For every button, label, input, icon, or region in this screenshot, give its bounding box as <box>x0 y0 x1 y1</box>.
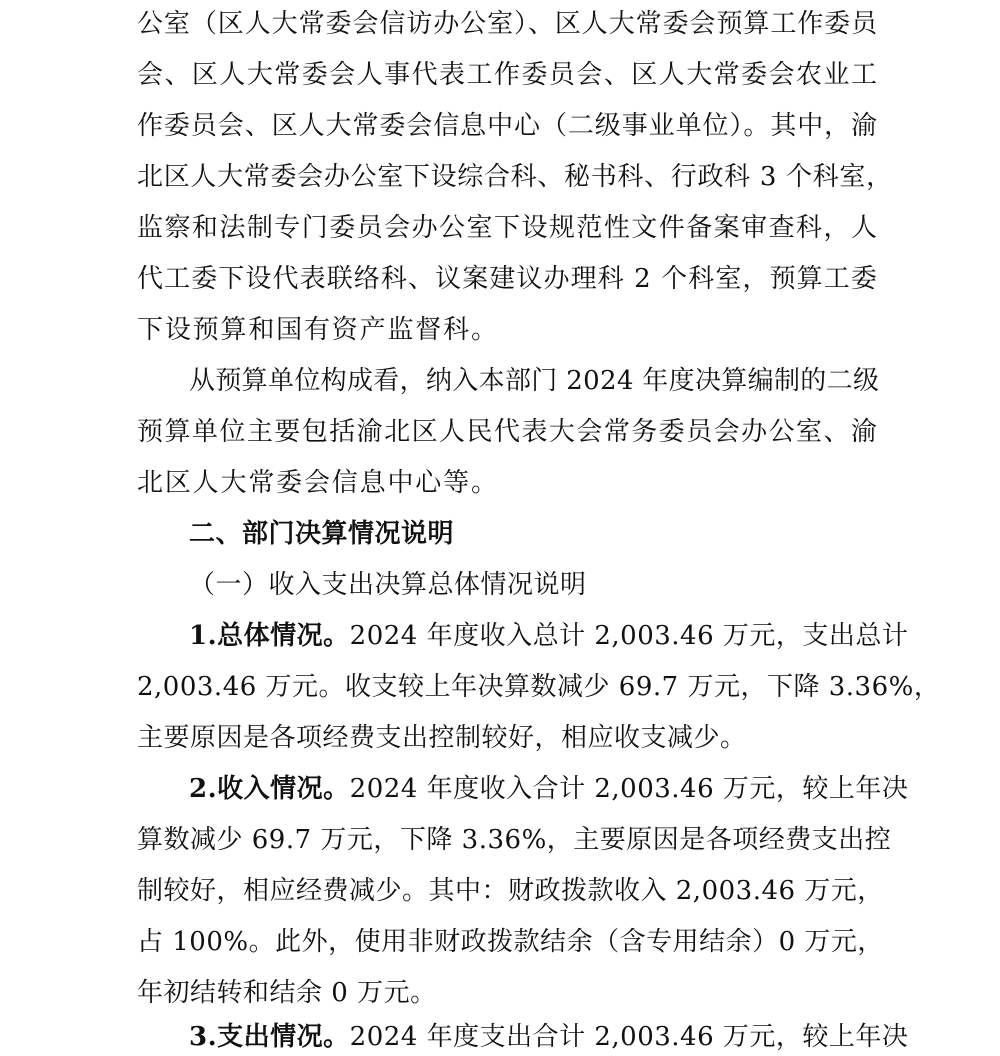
item-label-expense: 3.支出情况。 <box>189 1022 350 1052</box>
text-line: 占 100%。此外，使用非财政拨款结余（含专用结余）0 万元， <box>137 927 884 957</box>
text-line: 算数减少 69.7 万元，下降 3.36%，主要原因是各项经费支出控 <box>137 825 892 855</box>
text-line: 北区人大常委会办公室下设综合科、秘书科、行政科 3 个科室， <box>137 162 893 192</box>
subsection-heading: （一）收入支出决算总体情况说明 <box>189 570 587 600</box>
text-line: 从预算单位构成看，纳入本部门 2024 年度决算编制的二级 <box>189 366 880 396</box>
text-line: 北区人大常委会信息中心等。 <box>137 468 499 498</box>
text-line: 监察和法制专门委员会办公室下设规范性文件备案审查科，人 <box>137 213 879 243</box>
text-line: 会、区人大常委会人事代表工作委员会、区人大常委会农业工 <box>137 60 879 90</box>
text-line: 2,003.46 万元。收支较上年决算数减少 69.7 万元，下降 3.36%， <box>137 672 941 702</box>
text-line: 作委员会、区人大常委会信息中心（二级事业单位）。其中，渝 <box>137 111 879 141</box>
item-text: 2024 年度收入合计 2,003.46 万元，较上年决 <box>349 774 909 804</box>
text-line: 主要原因是各项经费支出控制较好，相应收支减少。 <box>137 723 747 753</box>
text-line: 制较好，相应经费减少。其中：财政拨款收入 2,003.46 万元， <box>137 876 884 906</box>
text-line: 预算单位主要包括渝北区人民代表大会常务委员会办公室、渝 <box>137 417 879 447</box>
item-label-overall: 1.总体情况。 <box>189 621 350 651</box>
section-heading: 二、部门决算情况说明 <box>189 519 455 549</box>
item-income-line <box>189 772 908 806</box>
item-overall-line <box>189 619 908 653</box>
text-line: 年初结转和结余 0 万元。 <box>137 978 437 1008</box>
item-expense-line <box>189 1020 908 1054</box>
text-line: 下设预算和国有资产监督科。 <box>137 315 499 345</box>
text-line: 代工委下设代表联络科、议案建议办理科 2 个科室，预算工委 <box>137 264 878 294</box>
item-label-income: 2.收入情况。 <box>189 774 350 804</box>
item-text: 2024 年度支出合计 2,003.46 万元，较上年决 <box>349 1022 909 1052</box>
item-text: 2024 年度收入总计 2,003.46 万元，支出总计 <box>349 621 909 651</box>
text-line: 公室（区人大常委会信访办公室）、区人大常委会预算工作委员 <box>137 9 879 39</box>
